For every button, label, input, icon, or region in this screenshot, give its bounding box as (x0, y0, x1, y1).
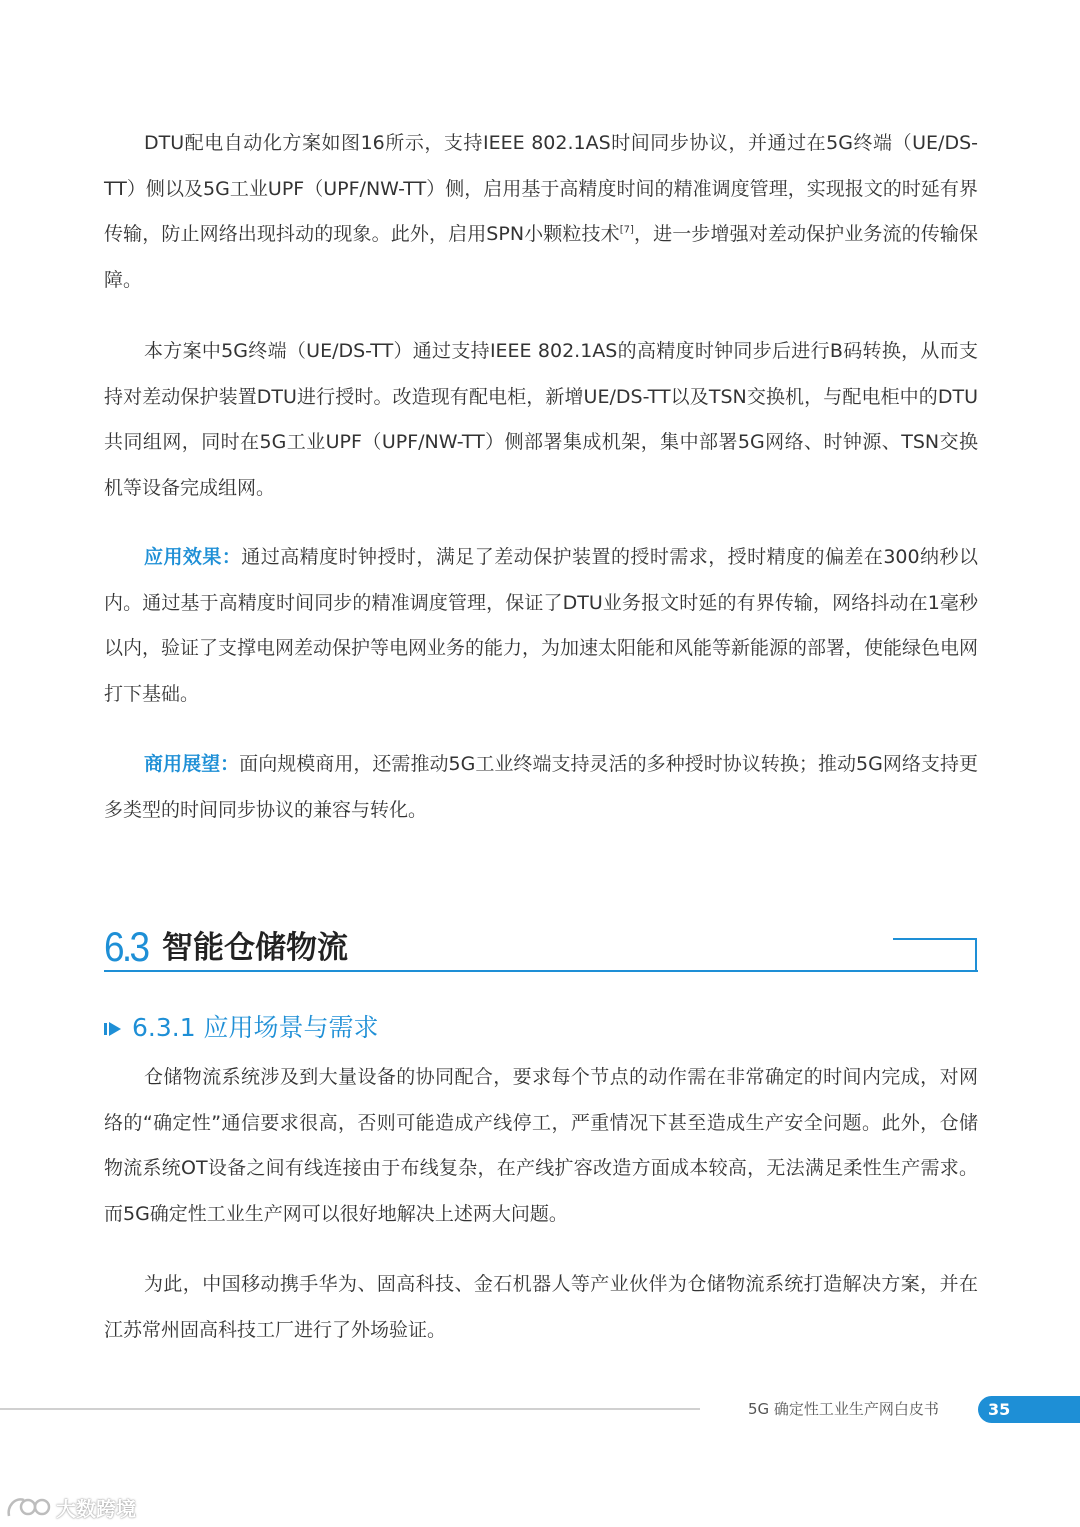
paragraph-scheme-detail (104, 329, 978, 511)
section-underline (104, 970, 978, 972)
watermark-logo-icon (6, 1494, 52, 1520)
paragraph-text: 本方案中5G终端（UE/DS-TT）通过支持IEEE 802.1AS的高精度时钟同步后进行B码转换，从而支持对差动保护装置DTU进行授时。改造现有配电柜，新增UE/DS-TT以及TSN交换机，与配电柜中的DTU共同组网，同时在5G工业UPF（UPF/NW-TT）侧部署集成机架，集中部署5G网络、时钟源、TSN交换机等设备完成组网。 (104, 340, 978, 499)
page-number: 35 (978, 1396, 1080, 1423)
reference-marker[interactable]: [7] (619, 224, 634, 236)
paragraph-commercial-outlook (104, 742, 978, 833)
paragraph-dtu-scheme (104, 121, 978, 303)
section-title: 智能仓储物流 (162, 930, 348, 966)
watermark-text: 大数跨境 (56, 1496, 136, 1521)
paragraph-partnership (104, 1262, 978, 1353)
paragraph-application-effect (104, 535, 978, 717)
play-arrow-icon (104, 1020, 122, 1038)
paragraph-lead-label: 应用效果： (144, 546, 242, 568)
paragraph-text: ，进一步增强对差动保护业务流的传输保障。 (104, 223, 978, 291)
paragraph-text: 通过高精度时钟授时，满足了差动保护装置的授时需求，授时精度的偏差在300纳秒以内。通过基于高精度时间同步的精准调度管理，保证了DTU业务报文时延的有界传输，网络抖动在1毫秒以内，验证了支撑电网差动保护等电网业务的能力，为加速太阳能和风能等新能源的部署，使能绿色电网打下基础。 (104, 546, 979, 705)
paragraph-text: 为此，中国移动携手华为、固高科技、金石机器人等产业伙伴为仓储物流系统打造解决方案，并在江苏常州固高科技工厂进行了外场验证。 (104, 1273, 978, 1341)
section-number: 6.3 (104, 923, 148, 970)
section-decoration (893, 938, 977, 972)
subsection-title: 6.3.1 应用场景与需求 (132, 1013, 379, 1042)
paragraph-text: DTU配电自动化方案如图16所示，支持IEEE 802.1AS时间同步协议，并通过在5G终端（UE/DS-TT）侧以及5G工业UPF（UPF/NW-TT）侧，启用基于高精度时间的精准调度管理，实现报文的时延有界传输，防止网络出现抖动的现象。此外，启用SPN小颗粒技术 (104, 132, 978, 245)
paragraph-lead-label: 商用展望： (144, 753, 240, 775)
footer-doc-title: 5G 确定性工业生产网白皮书 (748, 1400, 939, 1418)
paragraph-text: 仓储物流系统涉及到大量设备的协同配合，要求每个节点的动作需在非常确定的时间内完成，对网络的“确定性”通信要求很高，否则可能造成产线停工，严重情况下甚至造成生产安全问题。此外，仓储物流系统OT设备之间有线连接由于布线复杂，在产线扩容改造方面成本较高，无法满足柔性生产需求。而5G确定性工业生产网可以很好地解决上述两大问题。 (104, 1066, 978, 1225)
watermark (6, 1492, 136, 1522)
paragraph-text: 面向规模商用，还需推动5G工业终端支持灵活的多种授时协议转换；推动5G网络支持更多类型的时间同步协议的兼容与转化。 (104, 753, 978, 821)
footer-divider (0, 1408, 700, 1410)
paragraph-warehouse-scenario (104, 1055, 978, 1237)
